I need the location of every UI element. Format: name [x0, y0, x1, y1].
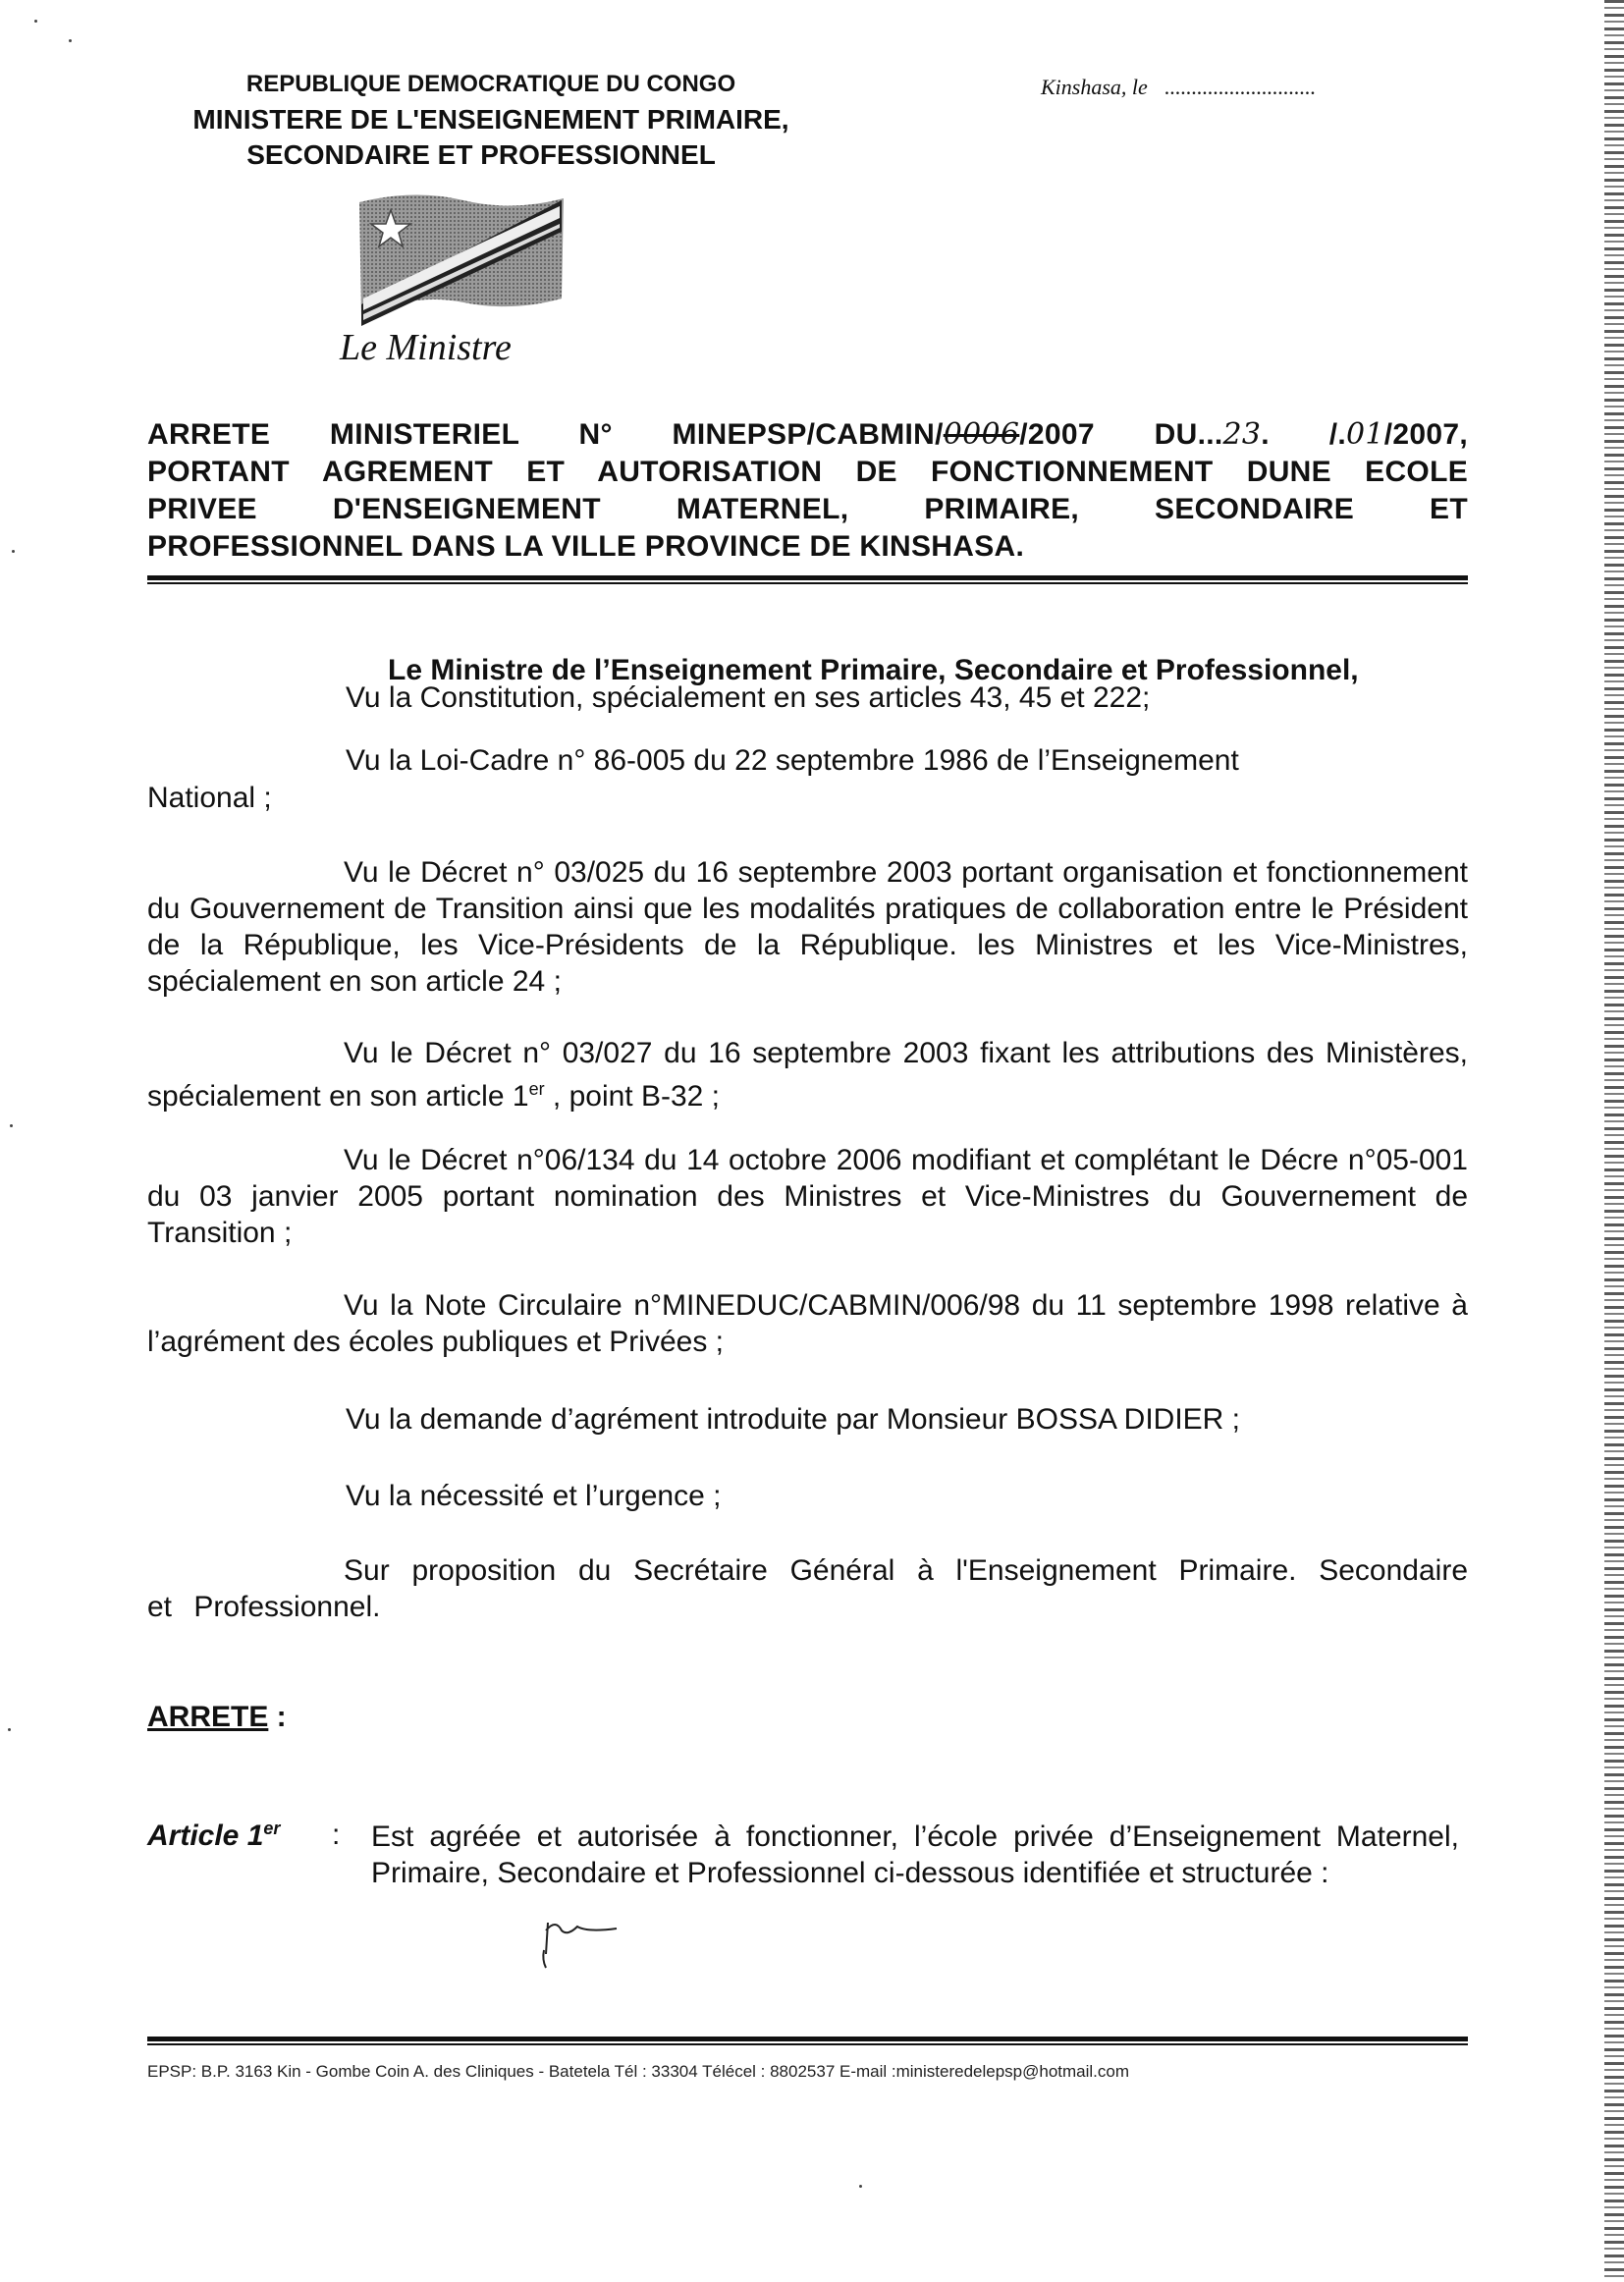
title-handwritten-month: 01 [1345, 417, 1384, 452]
scan-speck [12, 550, 15, 553]
header-ministry-line2: SECONDAIRE ET PROFESSIONNEL [246, 139, 716, 170]
article-1-text: Est agréée et autorisée à fonctionner, l’école privée d’Enseignement Maternel, Primaire, Secondaire et Professionnel ci-dessous identifiée et structurée : [371, 1820, 1459, 1889]
title-line1-prefix: ARRETE MINISTERIEL N° MINEPSP/CABMIN/ [147, 418, 944, 451]
vu-decret-03-027-text: Vu le Décret n° 03/027 du 16 septembre 2003 fixant les attributions des Ministères, spécialement en son article 1 [147, 1037, 1468, 1113]
title-line1-mid: /2007 DU... [1019, 418, 1223, 451]
scan-speck [859, 2185, 862, 2188]
vu-constitution: Vu la Constitution, spécialement en ses articles 43, 45 et 222; [346, 681, 1151, 714]
header-ministry-line1: MINISTERE DE L'ENSEIGNEMENT PRIMAIRE, [192, 104, 789, 135]
title-line1-sep: . /. [1261, 418, 1346, 451]
footer-contact: EPSP: B.P. 3163 Kin - Gombe Coin A. des Cliniques - Batetela Tél : 33304 Télécel : 8802537 E-mail :ministeredelepsp@hotmail.com [147, 2062, 1130, 2081]
flag-emblem-icon [355, 189, 567, 326]
vu-loi-cadre-line2: National ; [147, 782, 272, 814]
article-colon: : [332, 1819, 341, 1851]
decree-title [147, 416, 1468, 566]
title-line2: PORTANT AGREMENT ET AUTORISATION DE FONCTIONNEMENT DUNE ECOLE [147, 456, 1468, 488]
vu-decret-03-027-sup: er [528, 1079, 545, 1099]
vu-loi-cadre-line1: Vu la Loi-Cadre n° 86-005 du 22 septembre 1986 de l’Enseignement [346, 744, 1239, 777]
arrete-heading [147, 1701, 287, 1734]
title-line3: PRIVEE D'ENSEIGNEMENT MATERNEL, PRIMAIRE, SECONDAIRE ET [147, 493, 1468, 525]
vu-note-circulaire: Vu la Note Circulaire n°MINEDUC/CABMIN/006/98 du 11 septembre 1998 relative à l’agrément des écoles publiques et Privées ; [147, 1289, 1468, 1358]
vu-decret-03-025: Vu le Décret n° 03/025 du 16 septembre 2003 portant organisation et fonctionnement du Gouvernement de Transition ainsi que les modalités pratiques de collaboration entre le Président de la République, les Vice-Présidents de la République. les Ministres et les Vice-Ministres, spécialement en son article 24 ; [147, 856, 1468, 998]
title-rule-thin [147, 582, 1468, 584]
arrete-label: ARRETE [147, 1701, 269, 1733]
title-line4: PROFESSIONNEL DANS LA VILLE PROVINCE DE KINSHASA. [147, 530, 1025, 563]
title-line1-suffix: /2007, [1383, 418, 1468, 451]
title-handwritten-day: 23 [1222, 417, 1262, 452]
title-line1 [147, 416, 1468, 454]
sur-proposition: Sur proposition du Secrétaire Général à l'Enseignement Primaire. Secondaire et Professionnel. [147, 1554, 1468, 1623]
vu-decret-03-027 [147, 1035, 1468, 1114]
initials-signature-icon [538, 1915, 626, 1979]
place-date-dots: ............................ [1164, 75, 1317, 99]
article-label-text: Article 1 [147, 1820, 264, 1852]
place-date [1041, 75, 1316, 100]
vu-demande: Vu la demande d’agrément introduite par Monsieur BOSSA DIDIER ; [346, 1403, 1241, 1436]
title-handwritten-number: 0006 [943, 417, 1020, 452]
scan-speck [34, 20, 37, 23]
vu-decret-06-134: Vu le Décret n°06/134 du 14 octobre 2006 modifiant et complétant le Décre n°05-001 du 03 janvier 2005 portant nomination des Ministres et Vice-Ministres du Gouvernement de Transition ; [147, 1144, 1468, 1249]
article-label-sup: er [263, 1819, 281, 1838]
vu-decret-03-027-end: , point B-32 ; [544, 1080, 721, 1113]
article-label [147, 1819, 280, 1853]
place-date-label: Kinshasa, le [1041, 75, 1148, 99]
scan-speck [8, 1728, 11, 1731]
scan-speck [10, 1124, 13, 1127]
footer-rule-thin [147, 2043, 1468, 2045]
footer-rule-thick [147, 2037, 1468, 2041]
vu-necessite: Vu la nécessité et l’urgence ; [346, 1480, 722, 1512]
header-country: REPUBLIQUE DEMOCRATIQUE DU CONGO [245, 71, 736, 97]
scan-edge-artifact [1604, 0, 1624, 2282]
arrete-colon: : [268, 1701, 287, 1733]
scan-speck [69, 39, 72, 42]
minister-heading: Le Ministre de l’Enseignement Primaire, Secondaire et Professionnel, [388, 654, 1359, 686]
title-rule-thick [147, 575, 1468, 580]
signature-title: Le Ministre [340, 327, 512, 368]
